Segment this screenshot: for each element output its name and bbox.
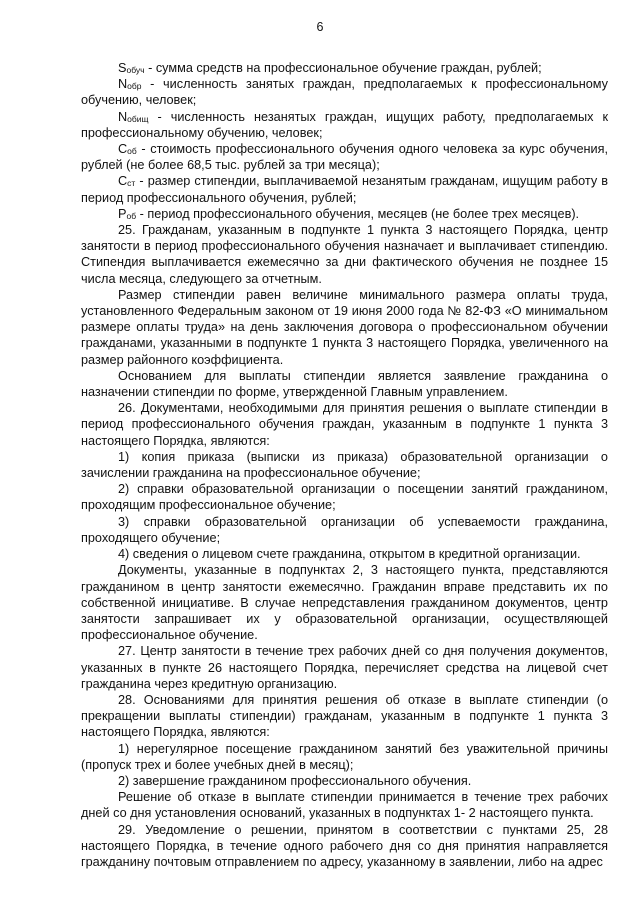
paragraph-28: 28. Основаниями для принятия решения об отказе в выплате стипендии (о прекращении выплаты стипендии) гражданам, указанным в подпункте 1 пункта 3 настоящего Порядка, являются: [81, 692, 608, 740]
definition-n-obishch [81, 109, 608, 141]
list-item-26-1: 1) копия приказа (выписки из приказа) образовательной организации о зачислении гражданина на профессиональное обучение; [81, 449, 608, 481]
list-item-28-2: 2) завершение гражданином профессионального обучения. [118, 773, 472, 788]
definition-text: - размер стипендии, выплачиваемой незанятым гражданам, ищущим работу в период профессионального обучения, рублей; [81, 174, 608, 205]
definition-subscript: об [126, 210, 137, 221]
definition-text: - стоимость профессионального обучения одного человека за курс обучения, рублей (не более 68,5 тыс. рублей за три месяца); [81, 142, 608, 173]
paragraph-29: 29. Уведомление о решении, принятом в соответствии с пунктами 25, 28 настоящего Порядка, в течение одного рабочего дня со дня принятия направляется гражданину почтовым отправлением по адресу, указанному в заявлении, либо на адрес [81, 822, 608, 869]
definition-c-ob [81, 141, 608, 173]
paragraph-26: 26. Документами, необходимыми для принятия решения о выплате стипендии в период профессионального обучения граждан, указанным в подпункте 1 пункта 3 настоящего Порядка, являются: [81, 401, 608, 448]
definition-s-obuch [81, 60, 608, 76]
paragraph-27: 27. Центр занятости в течение трех рабочих дней со дня получения документов, указанных в пункте 26 настоящего Порядка, перечисляет средства на лицевой счет гражданина через кредитную организацию. [81, 644, 608, 691]
paragraph-stipend-size: Размер стипендии равен величине минимального размера оплаты труда, установленного Федеральным законом от 19 июня 2000 года № 82-ФЗ «О минимальном размере оплаты труда» на день заключения договора о профессиональном обучении гражданами, указанными в подпункте 1 пункта 3 настоящего Порядка, увеличенного на размер районного коэффициента. [81, 287, 608, 367]
paragraph-25: 25. Гражданам, указанным в подпункте 1 пункта 3 настоящего Порядка, центр занятости в период профессионального обучения назначает и выплачивает стипендию. Стипендия выплачивается ежемесячно за дни фактического обучения не позднее 15 числа месяца, следующего за отчетным. [81, 223, 608, 286]
paragraph-documents-submission: Документы, указанные в подпунктах 2, 3 настоящего пункта, представляются гражданином в центр занятости ежемесячно. Гражданин вправе представить их по собственной инициативе. В случае непредставления гражданином документов, центр занятости запрашивает их у образовательной организации, осуществляющей профессиональное обучение. [81, 563, 608, 643]
definition-subscript: обуч [126, 65, 145, 75]
definition-symbol: N [118, 77, 128, 92]
definition-n-obr [81, 76, 608, 108]
definition-text: - сумма средств на профессиональное обучение граждан, рублей; [144, 61, 542, 75]
list-item-28-1: 1) нерегулярное посещение гражданином занятий без уважительной причины (пропуск трех и более учебных дней в месяц); [81, 741, 608, 772]
page-number: 6 [316, 20, 324, 34]
definition-subscript: обищ [127, 113, 149, 124]
definition-subscript: ст [127, 178, 136, 189]
list-item-26-4: 4) сведения о лицевом счете гражданина, открытом в кредитной организации. [118, 547, 581, 562]
list-item-26-3: 3) справки образовательной организации об успеваемости гражданина, проходящего обучение; [81, 514, 608, 545]
definition-subscript: об [127, 146, 137, 157]
definition-symbol: N [118, 109, 128, 124]
definition-symbol: С [118, 174, 128, 189]
definition-text: - численность занятых граждан, предполагаемых к профессиональному обучению, человек; [81, 77, 608, 108]
definition-text: - период профессионального обучения, месяцев (не более трех месяцев). [136, 206, 580, 221]
paragraph-stipend-basis: Основанием для выплаты стипендии является заявление гражданина о назначении стипендии по форме, утвержденной Главным управлением. [81, 368, 608, 400]
definition-symbol: S [118, 61, 127, 75]
list-item-26-2: 2) справки образовательной организации о посещении занятий гражданином, проходящим профессиональное обучение; [81, 482, 608, 513]
definition-p-ob [81, 206, 608, 222]
definition-text: - численность незанятых граждан, ищущих работу, предполагаемых к профессиональному обучению, человек; [81, 109, 608, 140]
paragraph-refusal-decision: Решение об отказе в выплате стипендии принимается в течение трех рабочих дней со дня установления оснований, указанных в подпунктах 1- 2 настоящего пункта. [81, 790, 608, 821]
definition-subscript: обр [127, 81, 142, 92]
document-body [81, 60, 608, 870]
definition-c-st [81, 173, 608, 205]
definition-symbol: С [118, 142, 128, 157]
definition-symbol: Р [118, 206, 127, 221]
